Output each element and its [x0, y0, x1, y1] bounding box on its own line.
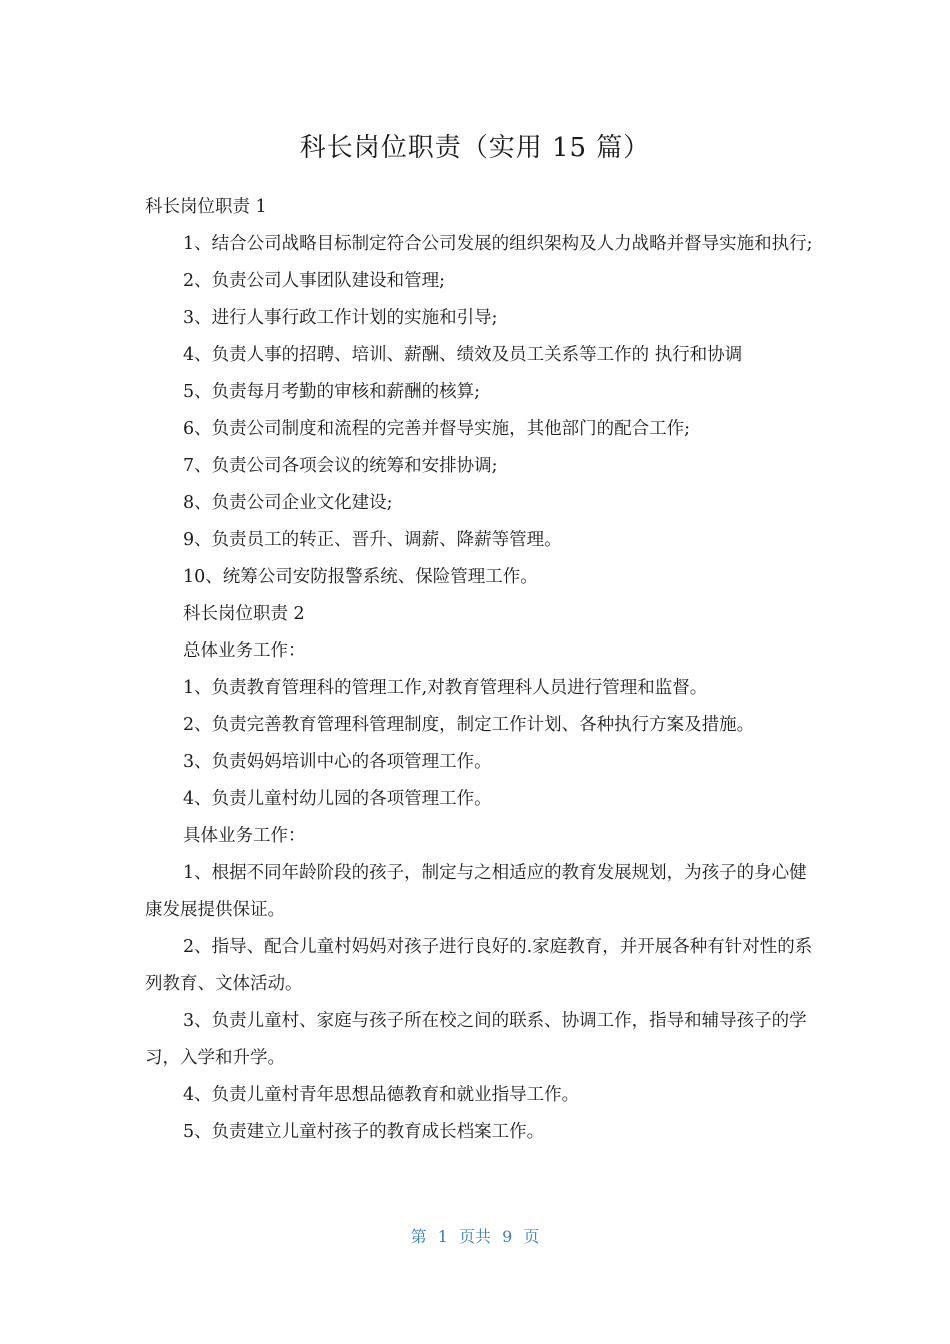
paragraph: 7、负责公司各项会议的统筹和安排协调;	[183, 456, 498, 476]
paragraph: 2、负责公司人事团队建设和管理;	[183, 271, 446, 291]
paragraph: 5、负责建立儿童村孩子的教育成长档案工作。	[183, 1122, 545, 1142]
paragraph: 5、负责每月考勤的审核和薪酬的核算;	[183, 382, 481, 402]
paragraph: 2、负责完善教育管理科管理制度，制定工作计划、各种执行方案及措施。	[183, 715, 755, 735]
paragraph: 10、统筹公司安防报警系统、保险管理工作。	[183, 567, 538, 587]
paragraph: 9、负责员工的转正、晋升、调薪、降薪等管理。	[183, 530, 562, 550]
paragraph: 1、结合公司战略目标制定符合公司发展的组织架构及人力战略并督导实施和执行;	[183, 234, 813, 254]
section-heading: 科长岗位职责 2	[183, 604, 305, 624]
section-heading: 科长岗位职责 1	[145, 197, 267, 217]
document-body	[145, 189, 815, 1151]
paragraph: 8、负责公司企业文化建设;	[183, 493, 393, 513]
paragraph: 4、负责儿童村青年思想品德教育和就业指导工作。	[183, 1085, 580, 1105]
subsection-heading: 总体业务工作：	[183, 641, 306, 661]
subsection-heading: 具体业务工作：	[183, 826, 306, 846]
paragraph: 1、负责教育管理科的管理工作,对教育管理科人员进行管理和监督。	[183, 678, 708, 698]
paragraph: 3、负责妈妈培训中心的各项管理工作。	[183, 752, 492, 772]
paragraph: 4、负责人事的招聘、培训、薪酬、绩效及员工关系等工作的 执行和协调	[183, 345, 743, 365]
paragraph: 6、负责公司制度和流程的完善并督导实施，其他部门的配合工作;	[183, 419, 691, 439]
document-title: 科长岗位职责（实用 15 篇）	[299, 133, 651, 163]
page-footer: 第 1 页共 9 页	[410, 1227, 540, 1246]
paragraph: 3、负责儿童村、家庭与孩子所在校之间的联系、协调工作，指导和辅导孩子的学习，入学和升学。	[145, 1011, 807, 1068]
paragraph: 4、负责儿童村幼儿园的各项管理工作。	[183, 789, 492, 809]
paragraph: 2、指导、配合儿童村妈妈对孩子进行良好的.家庭教育，并开展各种有针对性的系列教育、文体活动。	[145, 937, 813, 994]
paragraph: 3、进行人事行政工作计划的实施和引导;	[183, 308, 498, 328]
paragraph: 1、根据不同年龄阶段的孩子，制定与之相适应的教育发展规划，为孩子的身心健康发展提供保证。	[145, 863, 807, 920]
